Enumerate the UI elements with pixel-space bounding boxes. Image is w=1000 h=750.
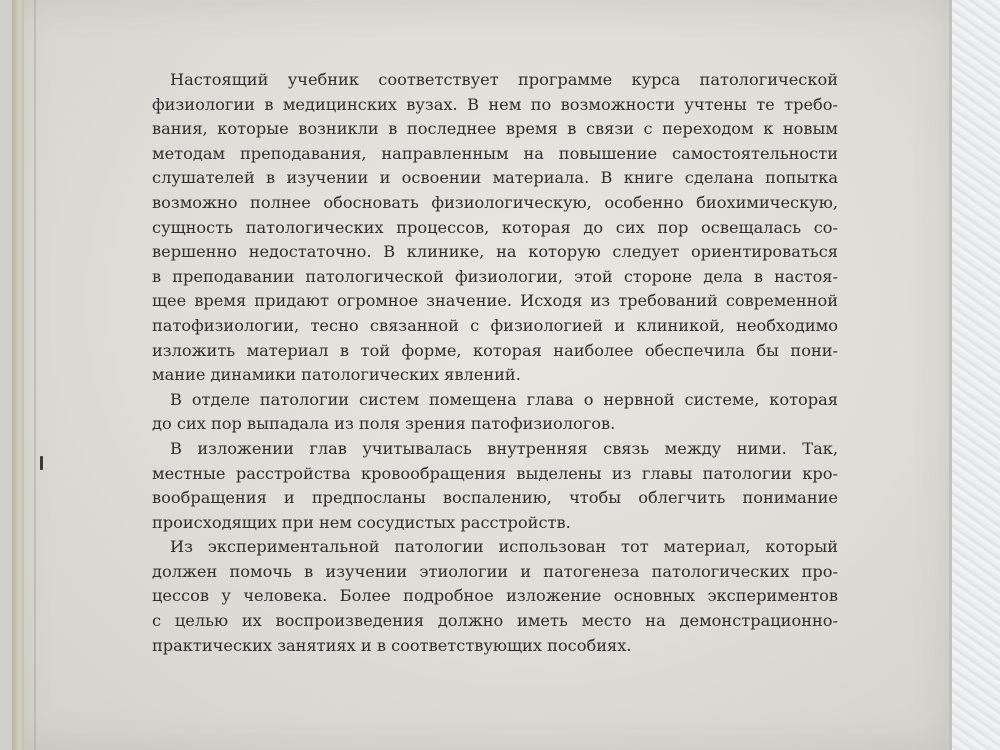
text-line: методам преподавания, направленным на повышение самостоятельности — [152, 143, 838, 163]
binding-crease — [34, 0, 36, 750]
text-line: в преподавании патологической физиологии, этой стороне дела в настоя- — [152, 266, 838, 286]
text-line: возможно полнее обосновать физиологическую, особенно биохимическую, — [152, 192, 838, 212]
text-line: местные расстройства кровообращения выделены из главы патологии кро- — [152, 463, 838, 483]
text-line: до сих пор выпадала из поля зрения патофизиологов. — [152, 414, 616, 434]
paragraph-1 — [152, 68, 838, 388]
body-text — [152, 68, 838, 658]
background-cloth — [948, 0, 1000, 750]
text-line: практических занятиях и в соответствующих пособиях. — [152, 635, 632, 655]
text-line: мание динамики патологических явлений. — [152, 365, 521, 385]
text-line: патофизиологии, тесно связанной с физиологией и клиникой, необходимо — [152, 315, 838, 335]
text-line: сущность патологических процессов, которая до сих пор освещалась со- — [152, 217, 838, 237]
paragraph-4 — [152, 535, 838, 658]
margin-mark — [40, 456, 43, 470]
book-page — [12, 0, 952, 750]
text-line: вообращения и предпосланы воспалению, чтобы облегчить понимание — [152, 488, 838, 508]
page-binding — [12, 0, 24, 750]
paragraph-2 — [152, 388, 838, 437]
text-line: происходящих при нем сосудистых расстройств. — [152, 512, 571, 532]
text-line: Настоящий учебник соответствует программе курса патологической — [170, 70, 838, 89]
text-line: Из экспериментальной патологии использован тот материал, который — [170, 537, 838, 557]
text-line: слушателей в изучении и освоении материала. В книге сделана попытка — [152, 168, 838, 188]
text-line: В отделе патологии систем помещена глава о нервной системе, которая — [170, 389, 838, 409]
text-line: с целью их воспроизведения должно иметь место на демонстрационно- — [152, 611, 838, 631]
text-line: вершенно недостаточно. В клинике, на которую следует ориентироваться — [152, 242, 838, 262]
text-line: щее время придают огромное значение. Исходя из требований современной — [152, 291, 838, 311]
text-line: цессов у человека. Более подробное изложение основных экспериментов — [152, 586, 838, 606]
paragraph-3 — [152, 437, 838, 535]
text-line: изложить материал в той форме, которая наиболее обеспечила бы пони- — [152, 340, 838, 360]
text-line: вания, которые возникли в последнее время в связи с переходом к новым — [152, 119, 838, 139]
page-edge — [949, 0, 952, 750]
text-line: должен помочь в изучении этиологии и патогенеза патологических про- — [152, 561, 838, 581]
text-line: физиологии в медицинских вузах. В нем по возможности учтены те требо- — [152, 94, 838, 114]
text-line: В изложении глав учитывалась внутренняя связь между ними. Так, — [170, 438, 838, 458]
